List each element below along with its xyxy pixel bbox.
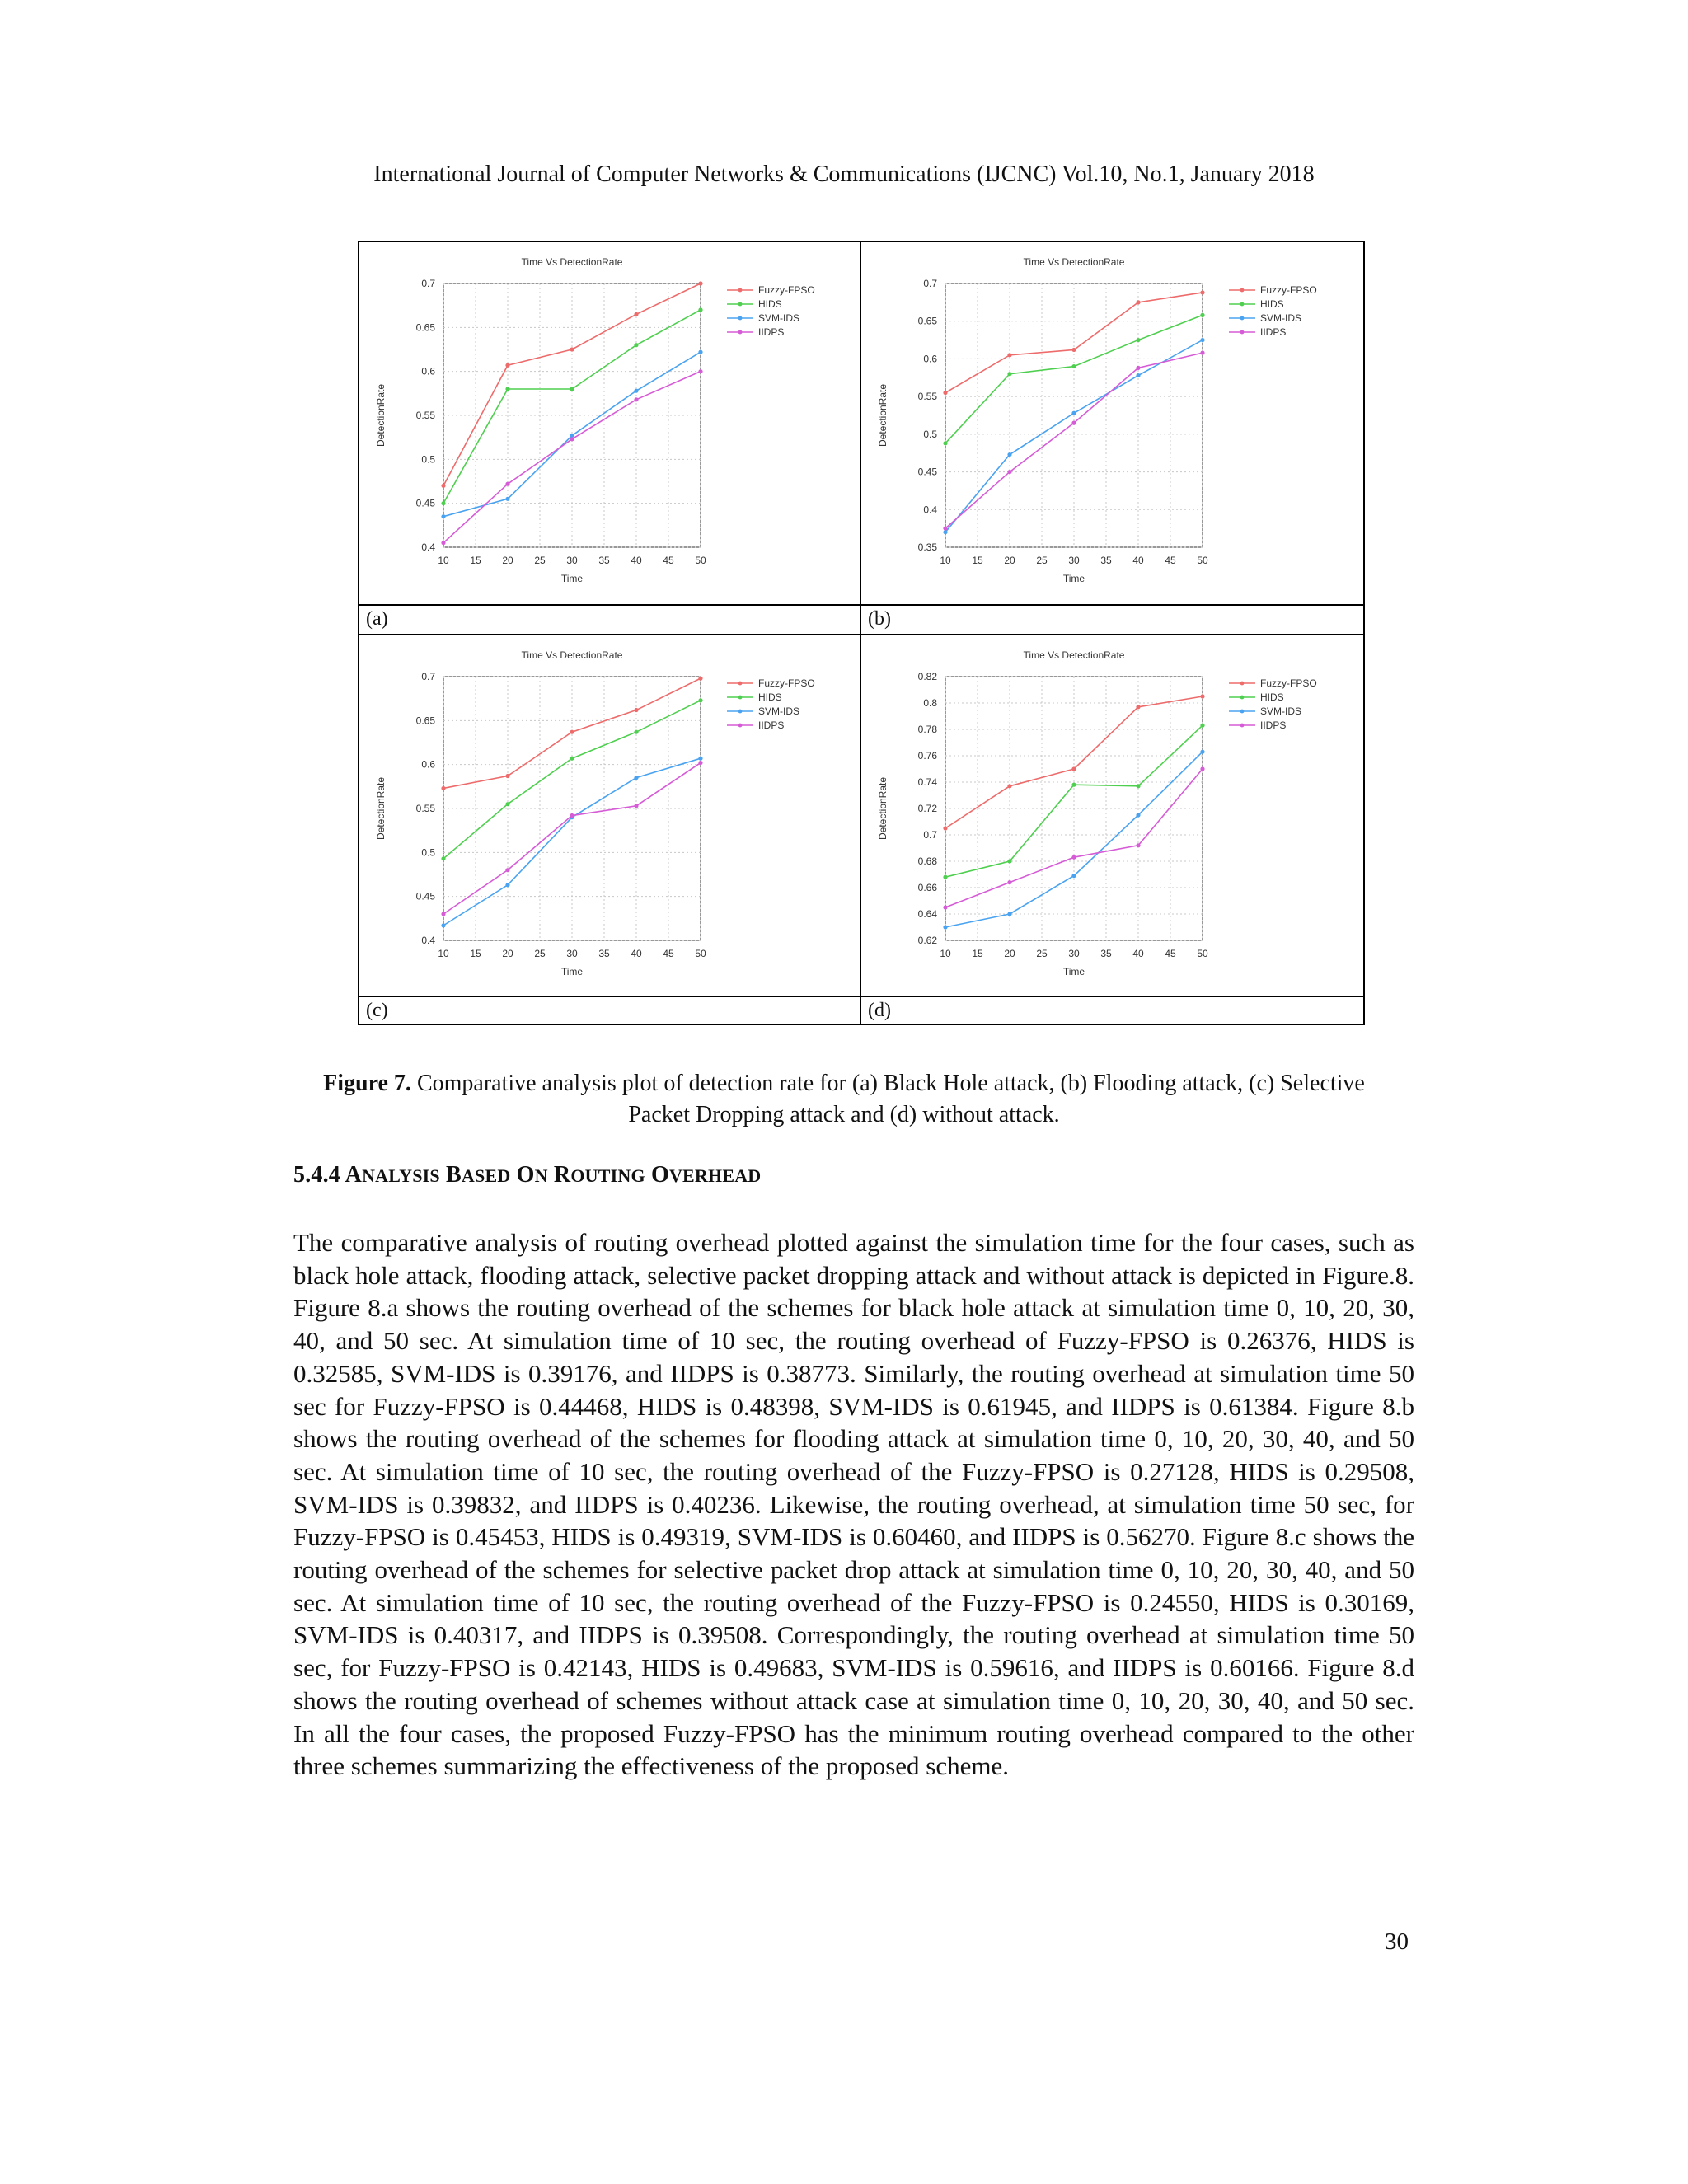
x-tick-label: 50 [695,555,706,566]
legend-label: SVM-IDS [758,312,800,324]
x-tick-label: 35 [1100,948,1112,959]
data-point-iidps [1007,470,1011,474]
x-tick-label: 35 [598,948,610,959]
data-point-svm-ids [441,923,445,927]
x-axis-label: Time [560,573,584,584]
data-point-svm-ids [1200,338,1204,342]
data-point-hids [1071,783,1076,787]
data-point-iidps [1071,855,1076,860]
data-point-svm-ids [698,757,702,761]
data-point-svm-ids [1200,750,1204,754]
panel-label-d: (d) [861,996,1363,1024]
y-tick-label: 0.76 [917,750,937,762]
chart-b-svg [861,242,1363,605]
x-tick-label: 45 [663,948,674,959]
section-title-word: ROUTING [553,1162,645,1188]
y-tick-label: 0.72 [917,803,937,814]
legend-label: SVM-IDS [1260,312,1302,324]
data-point-svm-ids [1071,411,1076,415]
data-point-iidps [698,369,702,373]
y-tick-label: 0.64 [917,908,937,920]
data-point-iidps [943,527,947,531]
y-tick-label: 0.7 [421,278,435,289]
data-point-iidps [634,804,638,808]
x-tick-label: 40 [1132,948,1144,959]
x-tick-label: 40 [631,948,642,959]
data-point-svm-ids [698,350,702,354]
x-tick-label: 15 [972,948,983,959]
legend-marker [738,682,743,686]
data-point-fuzzy-fpso [1136,705,1140,709]
data-point-hids [634,343,638,347]
x-tick-label: 25 [534,555,546,566]
data-point-iidps [1136,366,1140,370]
y-tick-label: 0.6 [923,353,937,365]
legend-marker [1240,302,1245,307]
y-axis-label: DetectionRate [375,776,387,841]
data-point-fuzzy-fpso [1136,300,1140,304]
y-tick-label: 0.55 [917,391,937,403]
x-tick-label: 40 [631,555,642,566]
page-number: 30 [1385,1929,1409,1955]
data-point-svm-ids [1071,874,1076,878]
data-point-fuzzy-fpso [505,363,509,368]
data-point-hids [1007,859,1011,863]
data-point-svm-ids [1007,452,1011,457]
data-point-hids [505,387,509,391]
data-point-fuzzy-fpso [1007,784,1011,788]
body-paragraph: The comparative analysis of routing overhead plotted against the simulation time for the four cases, such as black hole attack, flooding attack, selective packet dropping attack and without attack is depicted in Figure.8. Figure 8.a shows the routing overhead of the schemes for black hole attack at simulation time 0, 10, 20, 30, 40, and 50 sec. At simulation time of 10 sec, the routing overhead of Fuzzy-FPSO is 0.26376, HIDS is 0.32585, SVM-IDS is 0.39176, and IIDPS is 0.38773. Similarly, the routing overhead at simulation time 50 sec for Fuzzy-FPSO is 0.44468, HIDS is 0.48398, SVM-IDS is 0.61945, and IIDPS is 0.61384. Figure 8.b shows the routing overhead of the schemes for flooding attack at simulation time 0, 10, 20, 30, 40, and 50 sec. At simulation time of 10 sec, the routing overhead of the Fuzzy-FPSO is 0.27128, HIDS is 0.29508, SVM-IDS is 0.39832, and IIDPS is 0.40236. Likewise, the routing overhead, at simulation time 50 sec, for Fuzzy-FPSO is 0.45453, HIDS is 0.49319, SVM-IDS is 0.60460, and IIDPS is 0.56270. Figure 8.c shows the routing overhead of the schemes for selective packet drop attack at simulation time 0, 10, 20, 30, 40, and 50 sec. At simulation time of 10 sec, the routing overhead of the Fuzzy-FPSO is 0.24550, HIDS is 0.30169, SVM-IDS is 0.40317, and IIDPS is 0.39508. Correspondingly, the routing overhead at simulation time 50 sec, for Fuzzy-FPSO is 0.42143, HIDS is 0.49683, SVM-IDS is 0.59616, and IIDPS is 0.60166. Figure 8.d shows the routing overhead of schemes without attack case at simulation time 0, 10, 20, 30, 40, and 50 sec. In all the four cases, the proposed Fuzzy-FPSO has the minimum routing overhead compared to the other three schemes summarizing the effectiveness of the proposed scheme. [293,1228,1414,1781]
y-tick-label: 0.6 [421,365,435,377]
x-tick-label: 40 [1132,555,1144,566]
y-tick-label: 0.35 [917,541,937,553]
y-axis-label: DetectionRate [877,776,889,841]
legend-marker [1240,330,1245,335]
data-point-iidps [1200,351,1204,355]
x-tick-label: 20 [1004,555,1015,566]
x-tick-label: 45 [1165,555,1176,566]
data-point-svm-ids [1136,813,1140,817]
data-point-hids [1136,784,1140,788]
x-tick-label: 15 [470,948,481,959]
legend-label: HIDS [1260,691,1284,703]
data-point-svm-ids [441,514,445,518]
y-tick-label: 0.45 [917,466,937,478]
legend-label: Fuzzy-FPSO [1260,677,1317,689]
data-point-svm-ids [943,925,947,929]
data-point-hids [1071,364,1076,368]
data-point-svm-ids [1136,373,1140,377]
y-tick-label: 0.74 [917,776,937,788]
data-point-fuzzy-fpso [1200,694,1204,698]
data-point-fuzzy-fpso [634,708,638,712]
y-tick-label: 0.68 [917,855,937,867]
chart-title: Time Vs DetectionRate [1023,649,1125,661]
legend-marker [1240,696,1245,700]
data-point-hids [441,501,445,505]
section-title-word: OVERHEAD [650,1162,762,1188]
figure-caption-text: Comparative analysis plot of detection rate for (a) Black Hole attack, (b) Flooding attack, (c) Selective Packet Dropping attack and (d) without attack. [410,1071,1365,1127]
panel-label-c: (c) [359,996,860,1024]
y-tick-label: 0.5 [421,453,435,466]
section-number: 5.4.4 [293,1162,340,1188]
chart-panel-c [359,634,861,1025]
legend-marker [1240,724,1245,728]
x-tick-label: 30 [566,948,578,959]
x-tick-label: 45 [1165,948,1176,959]
x-axis-label: Time [1062,966,1085,977]
y-tick-label: 0.66 [917,882,937,893]
data-point-iidps [943,905,947,909]
x-axis-label: Time [560,966,584,977]
data-point-fuzzy-fpso [634,312,638,316]
data-point-iidps [441,912,445,916]
legend-marker [1240,316,1245,321]
y-tick-label: 0.5 [923,428,937,440]
y-tick-label: 0.6 [421,758,435,771]
x-tick-label: 10 [438,948,449,959]
legend-label: Fuzzy-FPSO [758,677,815,689]
y-tick-label: 0.7 [923,829,937,841]
legend-marker [738,288,743,293]
data-point-iidps [1007,880,1011,884]
x-tick-label: 25 [534,948,546,959]
y-tick-label: 0.7 [923,278,937,289]
data-point-iidps [441,541,445,545]
data-point-iidps [570,437,574,441]
x-tick-label: 15 [470,555,481,566]
data-point-hids [1200,724,1204,728]
legend-label: SVM-IDS [758,705,800,717]
data-point-fuzzy-fpso [441,484,445,488]
panel-label-b: (b) [861,604,1363,632]
data-point-fuzzy-fpso [441,786,445,790]
y-tick-label: 0.7 [421,671,435,682]
y-tick-label: 0.4 [421,541,435,553]
y-tick-label: 0.4 [923,504,937,516]
data-point-hids [698,307,702,312]
x-tick-label: 10 [940,948,951,959]
data-point-fuzzy-fpso [1071,348,1076,352]
data-point-svm-ids [634,389,638,393]
data-point-fuzzy-fpso [1071,766,1076,771]
data-point-hids [698,698,702,702]
data-point-hids [505,802,509,806]
y-tick-label: 0.65 [415,321,435,334]
y-tick-label: 0.55 [415,803,435,814]
chart-title: Time Vs DetectionRate [521,256,623,268]
data-point-iidps [1200,766,1204,771]
data-point-fuzzy-fpso [698,281,702,285]
data-point-svm-ids [505,497,509,501]
data-point-hids [943,875,947,879]
data-point-iidps [1071,421,1076,425]
legend-label: IIDPS [758,719,785,731]
panel-label-a: (a) [359,604,860,632]
data-point-iidps [570,813,574,818]
section-title-word: BASED [446,1162,511,1188]
data-point-fuzzy-fpso [1007,353,1011,357]
journal-header: International Journal of Computer Networks & Communications (IJCNC) Vol.10, No.1, January 2018 [373,162,1315,187]
y-tick-label: 0.65 [415,715,435,727]
y-axis-label: DetectionRate [877,383,889,448]
data-point-hids [441,856,445,860]
x-tick-label: 20 [502,948,513,959]
y-tick-label: 0.82 [917,671,937,682]
data-point-hids [634,730,638,734]
x-tick-label: 50 [1197,555,1208,566]
data-point-hids [570,757,574,761]
legend-label: HIDS [758,298,782,310]
chart-title: Time Vs DetectionRate [521,649,623,661]
x-tick-label: 20 [1004,948,1015,959]
legend-marker [738,724,743,728]
data-point-hids [943,441,947,445]
x-tick-label: 15 [972,555,983,566]
legend-label: Fuzzy-FPSO [1260,284,1317,296]
data-point-hids [570,387,574,391]
legend-label: SVM-IDS [1260,705,1302,717]
y-tick-label: 0.45 [415,890,435,902]
data-point-iidps [1136,843,1140,847]
y-tick-label: 0.4 [421,935,435,946]
x-tick-label: 30 [566,555,578,566]
figure-caption-label: Figure 7. [323,1071,411,1096]
chart-panel-b [861,242,1363,634]
figure-7-grid [358,241,1365,1025]
data-point-fuzzy-fpso [943,826,947,830]
legend-marker [1240,710,1245,714]
chart-title: Time Vs DetectionRate [1023,256,1125,268]
legend-label: HIDS [758,691,782,703]
y-tick-label: 0.78 [917,724,937,735]
section-heading [293,1162,761,1188]
chart-a-svg [359,242,860,605]
data-point-iidps [698,761,702,765]
data-point-fuzzy-fpso [570,347,574,351]
x-tick-label: 50 [1197,948,1208,959]
chart-d-svg [861,635,1363,996]
legend-marker [738,316,743,321]
y-tick-label: 0.45 [415,497,435,509]
y-tick-label: 0.65 [917,315,937,327]
legend-label: HIDS [1260,298,1284,310]
data-point-fuzzy-fpso [570,730,574,734]
data-point-fuzzy-fpso [698,677,702,681]
chart-c-svg [359,635,860,996]
data-point-hids [1200,313,1204,317]
x-tick-label: 25 [1036,555,1048,566]
x-tick-label: 50 [695,948,706,959]
legend-marker [1240,682,1245,686]
data-point-fuzzy-fpso [505,774,509,778]
chart-panel-a [359,242,861,634]
legend-marker [738,710,743,714]
data-point-iidps [505,482,509,486]
figure-caption [293,1068,1395,1131]
data-point-svm-ids [634,776,638,780]
x-tick-label: 10 [940,555,951,566]
data-point-fuzzy-fpso [943,391,947,395]
data-point-iidps [634,397,638,401]
x-tick-label: 25 [1036,948,1048,959]
x-tick-label: 35 [598,555,610,566]
section-title-word: ANALYSIS [345,1162,440,1188]
data-point-fuzzy-fpso [1200,290,1204,294]
legend-marker [738,330,743,335]
section-title-word: ON [516,1162,548,1188]
x-tick-label: 20 [502,555,513,566]
data-point-svm-ids [1007,912,1011,916]
x-tick-label: 30 [1068,948,1080,959]
y-tick-label: 0.8 [923,697,937,709]
x-tick-label: 45 [663,555,674,566]
chart-panel-d [861,634,1363,1025]
x-tick-label: 35 [1100,555,1112,566]
x-tick-label: 30 [1068,555,1080,566]
legend-marker [1240,288,1245,293]
y-tick-label: 0.55 [415,410,435,421]
legend-marker [738,302,743,307]
y-tick-label: 0.5 [421,846,435,859]
data-point-hids [1007,372,1011,376]
legend-label: IIDPS [758,326,785,338]
data-point-hids [1136,338,1140,342]
data-point-svm-ids [943,530,947,534]
data-point-iidps [505,868,509,872]
legend-label: IIDPS [1260,719,1287,731]
y-axis-label: DetectionRate [375,383,387,448]
legend-label: IIDPS [1260,326,1287,338]
x-axis-label: Time [1062,573,1085,584]
legend-label: Fuzzy-FPSO [758,284,815,296]
x-tick-label: 10 [438,555,449,566]
data-point-svm-ids [505,883,509,887]
y-tick-label: 0.62 [917,935,937,946]
legend-marker [738,696,743,700]
